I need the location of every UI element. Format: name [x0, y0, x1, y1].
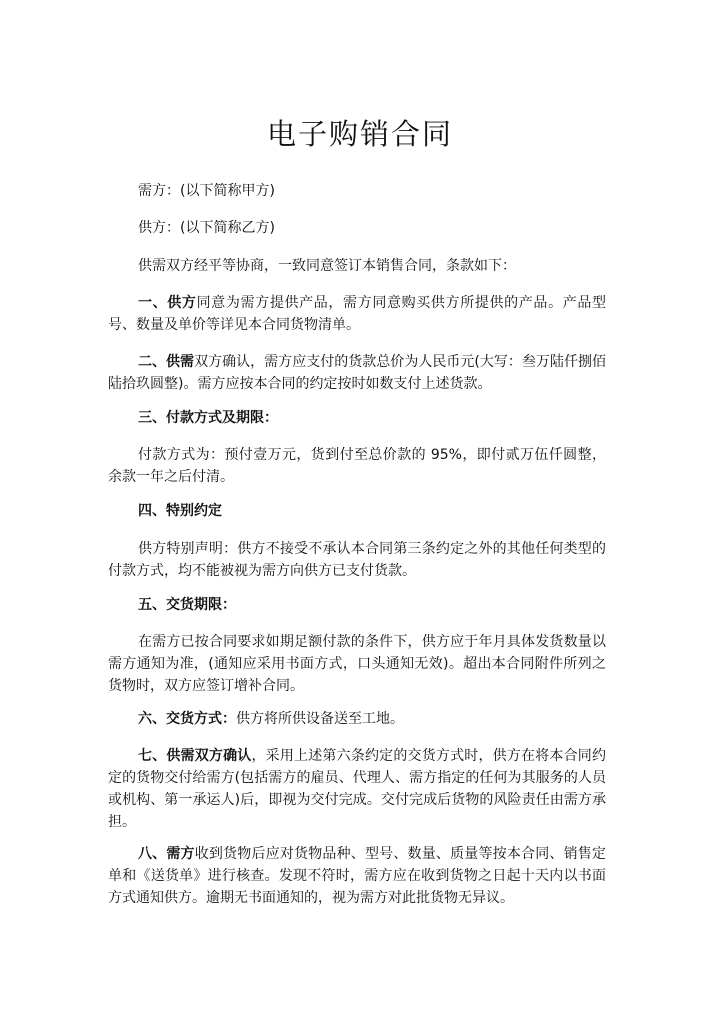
clause-5-body: 在需方已按合同要求如期足额付款的条件下，供方应于年月具体发货数量以需方通知为准，(通知应采用书面方式，口头通知无效)。超出本合同附件所列之货物时，双方应签订增补合同。	[108, 634, 606, 694]
document-title: 电子购销合同	[266, 117, 453, 151]
clause-3-body: 付款方式为：预付壹万元，货到付至总价款的 95%，即付贰万伍仟圆整，余款一年之后付清。	[108, 447, 606, 485]
clause-6: 六、交货方式：供方将所供设备送至工地。	[138, 711, 404, 727]
clause-7: 七、供需双方确认，采用上述第六条约定的交货方式时，供方在将本合同约定的货物交付给需方(包括需方的雇员、代理人、需方指定的任何为其服务的人员或机构、第一承运人)后，即视为交付完成。交付完成后货物的风险责任由需方承担。	[108, 748, 606, 830]
clause-8: 八、需方收到货物后应对货物品种、型号、数量、质量等按本合同、销售定单和《送货单》进行核查。发现不符时，需方应在收到货物之日起十天内以书面方式通知供方。逾期无书面通知的，视为需方对此批货物无异议。	[108, 846, 606, 906]
clause-4-body: 供方特别声明：供方不接受不承认本合同第三条约定之外的其他任何类型的付款方式，均不能被视为需方向供方已支付货款。	[108, 541, 606, 579]
clause-5-heading: 五、交货期限：	[138, 597, 236, 613]
clause-1: 一、供方同意为需方提供产品，需方同意购买供方所提供的产品。产品型号、数量及单价等详见本合同货物清单。	[108, 295, 607, 333]
paragraph-intro: 供需双方经平等协商，一致同意签订本销售合同，条款如下：	[138, 258, 516, 274]
clause-3-heading: 三、付款方式及期限：	[138, 410, 278, 426]
clause-4-heading: 四、特别约定	[138, 503, 222, 519]
paragraph-seller: 供方：(以下简称乙方)	[138, 220, 275, 236]
clause-2: 二、供需双方确认，需方应支付的货款总价为人民币元(大写：叁万陆仟捌佰陆拾玖圆整)。需方应按本合同的约定按时如数支付上述货款。	[108, 354, 607, 392]
paragraph-buyer: 需方：(以下简称甲方)	[138, 183, 275, 199]
